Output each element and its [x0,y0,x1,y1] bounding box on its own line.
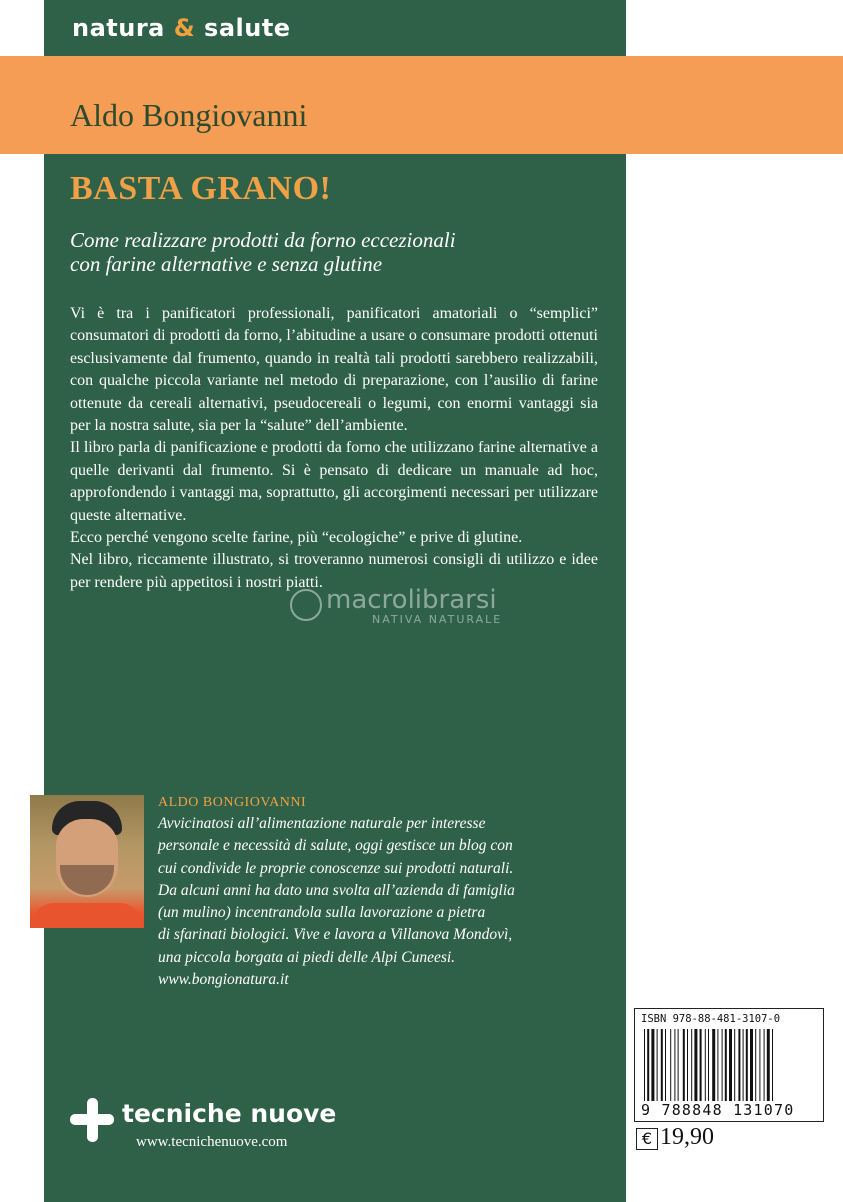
subtitle-line: Come realizzare prodotti da forno eccezionali [70,228,456,252]
book-description [70,303,598,594]
watermark-logo-icon [290,589,322,621]
description-paragraph: Il libro parla di panificazione e prodotti da forno che utilizzano farine alternative a quelle derivanti dal frumento. Si è pensato di dedicare un manuale ad hoc, approfondendo i vantaggi ma, soprattutto, gli accorgimenti necessari per utilizzare queste alternative. [70,439,598,524]
bio-line: una piccola borgata ai piedi delle Alpi Cuneesi. [158,948,456,966]
author-bio [158,793,618,991]
description-paragraph: Vi è tra i panificatori professionali, panificatori amatoriali o “semplici” consumatori di prodotti da forno, l’abitudine a usare o consumare prodotti ottenuti esclusivamente dal frumento, quando in realtà tali prodotti sarebbero realizzabili, con qualche piccola variante nel metodo di preparazione, con l’ausilio di farine ottenute da cereali alternativi, pseudocereali o legumi, con enormi vantaggi sia per la nostra salute, sia per la “salute” dell’ambiente. [70,305,598,435]
series-name-left: natura [72,14,165,42]
bio-website: www.bongionatura.it [158,971,289,989]
book-subtitle [70,228,610,276]
publisher-url: www.tecnichenuove.com [136,1134,288,1150]
publisher-name: tecniche nuove [122,1099,337,1128]
bio-line: Avvicinatosi all’alimentazione naturale per interesse [158,815,486,832]
bio-line: di sfarinati biologici. Vive e lavora a Villanova Mondovì, [158,926,513,944]
publisher-logo-icon [70,1098,114,1142]
description-paragraph: Ecco perché vengono scelte farine, più “ecologiche” e prive di glutine. [70,529,523,547]
bio-line: Da alcuni anni ha dato una svolta all’azienda di famiglia [158,881,515,899]
bio-text [158,813,618,991]
series-ampersand: & [173,14,196,42]
barcode-icon [643,1029,815,1101]
subtitle-line: con farine alternative e senza glutine [70,252,383,276]
series-name-right: salute [204,14,291,42]
bio-line: personale e necessità di salute, oggi gestisce un blog con [158,837,513,855]
price-value: 19,90 [660,1124,714,1150]
author-name-header: Aldo Bongiovanni [70,97,308,133]
bio-author-name: ALDO BONGIOVANNI [158,795,307,810]
isbn-barcode-box [634,1008,824,1122]
description-paragraph: Nel libro, riccamente illustrato, si troveranno numerosi consigli di utilizzo e idee per rendere più appetitosi i nostri piatti. [70,551,598,591]
euro-icon: € [636,1128,658,1150]
watermark-name: macrolibrarsi [326,585,497,615]
barcode-digits: 9 788848 131070 [641,1101,795,1119]
series-logo [72,14,291,42]
book-title: BASTA GRANO! [70,170,332,207]
isbn-label: ISBN 978-88-481-3107-0 [641,1013,781,1025]
author-photo [30,795,144,928]
bio-line: (un mulino) incentrandola sulla lavorazione a pietra [158,904,486,922]
watermark [290,585,590,633]
bio-line: cui condivide le proprie conoscenze sui prodotti naturali. [158,859,514,877]
watermark-tagline: NATIVA NATURALE [372,613,503,626]
